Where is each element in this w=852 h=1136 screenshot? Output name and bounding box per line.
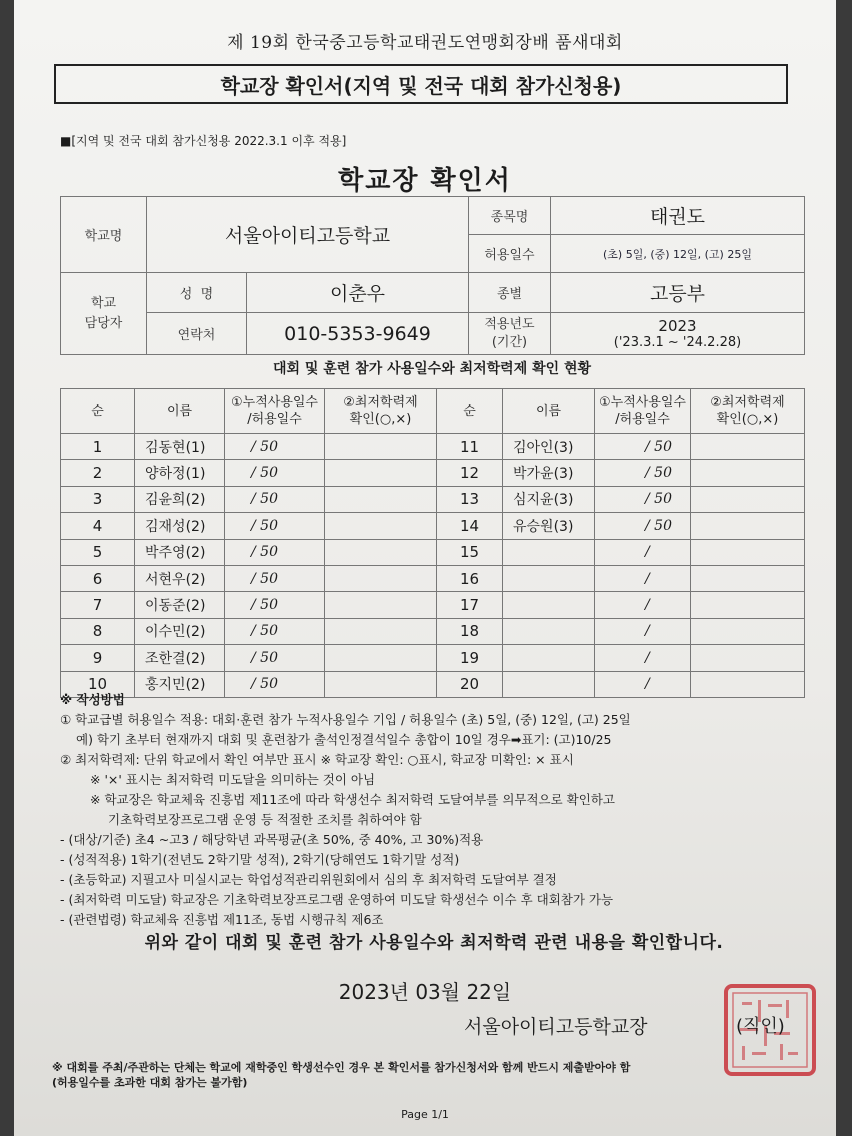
- guide-line: - (성적적용) 1학기(전년도 2학기말 성적), 2학기(당해연도 1학기말 성적): [60, 852, 460, 867]
- sport-value: 태권도: [551, 197, 805, 235]
- guide-line: - (대상/기준) 초4 ~고3 / 해당학년 과목평균(초 50%, 중 40%, 고 30%)적용: [60, 832, 484, 847]
- roster-no: 8: [61, 618, 135, 644]
- roster-name: 김윤희(2): [135, 486, 225, 512]
- roster-no: 15: [437, 539, 503, 565]
- roster-name: 서현우(2): [135, 565, 225, 591]
- roster-days: /: [595, 671, 691, 697]
- roster-check: [691, 434, 805, 460]
- roster-no: 9: [61, 645, 135, 671]
- roster-days: / 50: [595, 486, 691, 512]
- roster-no: 5: [61, 539, 135, 565]
- roster-no: 4: [61, 513, 135, 539]
- certificate-title: 학교장 확인서: [338, 166, 512, 196]
- page-number: Page 1/1: [401, 1108, 449, 1121]
- roster-check: [691, 565, 805, 591]
- roster-no: 10: [61, 671, 135, 697]
- roster-days: / 50: [225, 539, 325, 565]
- roster-check: [325, 460, 437, 486]
- footnote: [52, 1060, 822, 1090]
- allowed-days-label: 허용일수: [469, 235, 551, 273]
- guide-heading: ※ 작성방법: [60, 692, 125, 707]
- col-header-days-2: ①누적사용일수 /허용일수: [595, 389, 691, 434]
- roster-name: 조한결(2): [135, 645, 225, 671]
- roster-check: [691, 486, 805, 512]
- roster-days: /: [595, 565, 691, 591]
- guide-line: ② 최저학력제: 단위 학교에서 확인 여부만 표시 ※ 학교장 확인: ○표시, 학교장 미확인: × 표시: [60, 752, 574, 767]
- table-row: [61, 565, 805, 591]
- contact-value: 010-5353-9649: [247, 313, 469, 355]
- roster-days: / 50: [225, 513, 325, 539]
- manager-name: 이춘우: [247, 273, 469, 313]
- guide-line: ※ 학교장은 학교체육 진흥법 제11조에 따라 학생선수 최저학력 도달여부를 의무적으로 확인하고: [90, 792, 615, 807]
- col-header-name-2: 이름: [503, 389, 595, 434]
- year-value: 2023: [658, 317, 697, 335]
- roster-check: [325, 592, 437, 618]
- roster-days: / 50: [225, 565, 325, 591]
- guide-line: - (초등학교) 지필고사 미실시교는 학업성적관리위원회에서 심의 후 최저학력 도달여부 결정: [60, 872, 557, 887]
- roster-check: [691, 539, 805, 565]
- roster-no: 16: [437, 565, 503, 591]
- period-value: ('23.3.1 ~ '24.2.28): [613, 335, 742, 350]
- writing-guide: [60, 690, 820, 930]
- roster-body: [61, 389, 805, 698]
- roster-name: 박주영(2): [135, 539, 225, 565]
- allowed-days-value: (초) 5일, (중) 12일, (고) 25일: [551, 235, 805, 273]
- form-title: 학교장 확인서(지역 및 전국 대회 참가신청용): [54, 64, 788, 104]
- col-header-no: 순: [61, 389, 135, 434]
- year-label: 적용년도 (기간): [469, 313, 551, 355]
- roster-days: / 50: [225, 618, 325, 644]
- school-info-table: [60, 196, 805, 355]
- roster-name: [503, 618, 595, 644]
- roster-no: 12: [437, 460, 503, 486]
- table-row: [61, 645, 805, 671]
- roster-check: [691, 592, 805, 618]
- roster-name: 유승원(3): [503, 513, 595, 539]
- roster-table: [60, 388, 805, 698]
- col-header-check-2: ②최저학력제 확인(○,×): [691, 389, 805, 434]
- table-row: [61, 513, 805, 539]
- footnote-line: ※ 대회를 주최/주관하는 단체는 학교에 재학중인 학생선수인 경우 본 확인서를 참가신청서와 함께 반드시 제출받아야 함: [52, 1061, 631, 1074]
- guide-line: - (최저학력 미도달) 학교장은 기초학력보장프로그램 운영하여 미도달 학생선수 이수 후 대회참가 가능: [60, 892, 614, 907]
- roster-name: [503, 592, 595, 618]
- table-row: [61, 618, 805, 644]
- roster-days: /: [595, 618, 691, 644]
- year-cell: [551, 313, 805, 355]
- manager-name-label: 성 명: [147, 273, 247, 313]
- guide-line: ① 학교급별 허용일수 적용: 대회·훈련 참가 누적사용일수 기입 / 허용일수 (초) 5일, (중) 12일, (고) 25일: [60, 712, 631, 727]
- roster-no: 19: [437, 645, 503, 671]
- roster-days: / 50: [225, 645, 325, 671]
- table-row: [61, 486, 805, 512]
- col-header-name: 이름: [135, 389, 225, 434]
- table-row: [61, 539, 805, 565]
- roster-name: 양하정(1): [135, 460, 225, 486]
- roster-no: 14: [437, 513, 503, 539]
- roster-name: [503, 645, 595, 671]
- roster-name: [503, 539, 595, 565]
- guide-line: 기초학력보장프로그램 운영 등 적절한 조치를 취하여야 함: [108, 812, 422, 827]
- roster-days: / 50: [225, 460, 325, 486]
- roster-check: [325, 565, 437, 591]
- roster-days: / 50: [225, 434, 325, 460]
- roster-no: 2: [61, 460, 135, 486]
- division-label: 종별: [469, 273, 551, 313]
- col-header-days: ①누적사용일수 /허용일수: [225, 389, 325, 434]
- table-row: [61, 592, 805, 618]
- roster-no: 7: [61, 592, 135, 618]
- roster-check: [691, 645, 805, 671]
- roster-days: /: [595, 539, 691, 565]
- col-header-check: ②최저학력제 확인(○,×): [325, 389, 437, 434]
- roster-name: 홍지민(2): [135, 671, 225, 697]
- table-row: [61, 434, 805, 460]
- document-page: [14, 0, 836, 1136]
- roster-check: [325, 434, 437, 460]
- roster-days: / 50: [595, 460, 691, 486]
- roster-no: 3: [61, 486, 135, 512]
- roster-days: / 50: [225, 486, 325, 512]
- roster-days: / 50: [225, 671, 325, 697]
- col-header-no-2: 순: [437, 389, 503, 434]
- roster-days: /: [595, 592, 691, 618]
- roster-check: [691, 513, 805, 539]
- roster-check: [691, 618, 805, 644]
- roster-no: 20: [437, 671, 503, 697]
- manager-label: 학교 담당자: [61, 273, 147, 355]
- roster-name: 이수민(2): [135, 618, 225, 644]
- roster-check: [325, 539, 437, 565]
- apply-note: ■[지역 및 전국 대회 참가신청용 2022.3.1 이후 적용]: [60, 134, 347, 148]
- roster-name: 김동현(1): [135, 434, 225, 460]
- roster-check: [325, 486, 437, 512]
- roster-name: 심지윤(3): [503, 486, 595, 512]
- issue-date: 2023년 03월 22일: [338, 980, 512, 1004]
- roster-check: [691, 460, 805, 486]
- contact-label: 연락처: [147, 313, 247, 355]
- roster-no: 1: [61, 434, 135, 460]
- competition-title: 제 19회 한국중고등학교태권도연맹회장배 품새대회: [227, 33, 623, 53]
- roster-days: / 50: [595, 434, 691, 460]
- roster-no: 6: [61, 565, 135, 591]
- roster-no: 13: [437, 486, 503, 512]
- guide-line: ※ '×' 표시는 최저학력 미도달을 의미하는 것이 아님: [90, 772, 376, 787]
- roster-name: 김아인(3): [503, 434, 595, 460]
- principal-name: 서울아이티고등학교장: [464, 1016, 648, 1038]
- guide-line: - (관련법령) 학교체육 진흥법 제11조, 동법 시행규칙 제6조: [60, 912, 384, 927]
- roster-days: /: [595, 645, 691, 671]
- roster-check: [325, 645, 437, 671]
- roster-name: [503, 565, 595, 591]
- school-label: 학교명: [61, 197, 147, 273]
- status-title: 대회 및 훈련 참가 사용일수와 최저학력제 확인 현황: [272, 361, 592, 377]
- footnote-line: (허용일수를 초과한 대회 참가는 불가함): [52, 1076, 248, 1089]
- guide-line: 예) 학기 초부터 현재까지 대회 및 훈련참가 출석인정결석일수 총합이 10일 경우➡표기: (고)10/25: [76, 732, 612, 747]
- roster-days: / 50: [595, 513, 691, 539]
- roster-no: 18: [437, 618, 503, 644]
- roster-name: 박가윤(3): [503, 460, 595, 486]
- stamp-label: (직인): [736, 1016, 785, 1037]
- roster-check: [325, 513, 437, 539]
- division-value: 고등부: [551, 273, 805, 313]
- roster-name: 이동준(2): [135, 592, 225, 618]
- school-name: 서울아이티고등학교: [147, 197, 469, 273]
- roster-days: / 50: [225, 592, 325, 618]
- sport-label: 종목명: [469, 197, 551, 235]
- confirmation-statement: 위와 같이 대회 및 훈련 참가 사용일수와 최저학력 관련 내용을 확인합니다.: [144, 933, 724, 953]
- roster-no: 11: [437, 434, 503, 460]
- roster-check: [325, 618, 437, 644]
- table-row: [61, 460, 805, 486]
- roster-header-row: [61, 389, 805, 434]
- roster-name: 김재성(2): [135, 513, 225, 539]
- roster-no: 17: [437, 592, 503, 618]
